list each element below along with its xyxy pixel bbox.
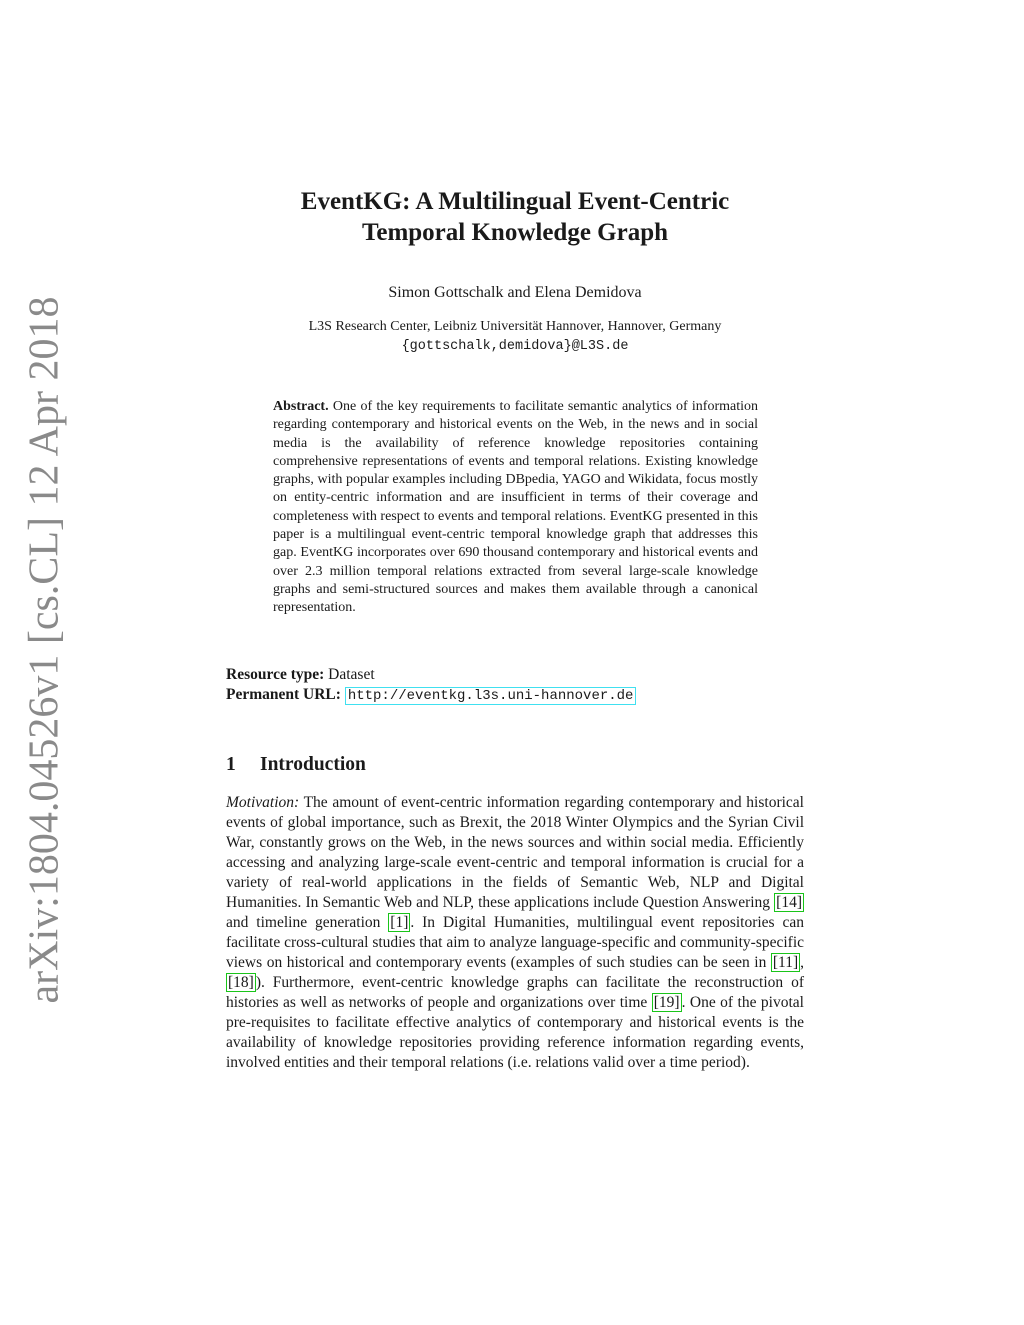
authors: Simon Gottschalk and Elena Demidova (388, 284, 642, 301)
citation-1[interactable]: [1] (390, 914, 409, 931)
paper-title (200, 186, 830, 248)
citation-18[interactable]: [18] (228, 974, 254, 991)
section-title: Introduction (260, 754, 366, 775)
permanent-url (226, 686, 636, 704)
intro-text-4: , (800, 954, 804, 971)
abstract-text: One of the key requirements to facilitate semantic analytics of information regarding contemporary and historical events on the Web, in the news and in social media is the availability of reference knowledge repositories containing comprehensive representations of events and temporal relations. Existing knowledge graphs, with popular examples including DBpedia, YAGO and Wikidata, focus mostly on entity-centric information and are insufficient in terms of their coverage and completeness with respect to events and temporal relations. EventKG presented in this paper is a multilingual event-centric temporal knowledge graph that addresses this gap. EventKG incorporates over 690 thousand contemporary and historical events and over 2.3 million temporal relations extracted from several large-scale knowledge graphs and semi-structured sources and makes them available through a canonical representation. (273, 399, 758, 616)
intro-text-2: and timeline generation (226, 914, 381, 931)
section-number: 1 (226, 754, 236, 775)
email: {gottschalk,demidova}@L3S.de (401, 339, 629, 354)
citation-19[interactable]: [19] (653, 994, 680, 1011)
intro-text-6: . One of the pivotal pre-requisites to facilitate effective analytics of contemporary and historical events is the availability of knowledge repositories providing reference information regarding events, involved entities and their temporal relations (i.e. relations valid over a time period). (226, 994, 804, 1071)
title-line-2: Temporal Knowledge Graph (361, 219, 669, 246)
intro-text-3: . In Digital Humanities, multilingual event repositories can facilitate cross-cultural studies that aim to analyze language-specific and community-specific views on historical and contemporary events (examples of such studies can be seen in (226, 914, 805, 971)
title-line-1: EventKG: A Multilingual Event-Centric (300, 188, 730, 215)
arxiv-identifier-text: arXiv:1804.04526v1 [cs.CL] 12 Apr 2018 (21, 296, 67, 1004)
affiliation: L3S Research Center, Leibniz Universität Hannover, Hannover, Germany (308, 319, 722, 334)
intro-text-1: The amount of event-centric information regarding contemporary and historical events of global importance, such as Brexit, the 2018 Winter Olympics and the Syrian Civil War, constantly grows on the Web, in the news sources and within social media. Efficiently accessing and analyzing large-scale event-centric and temporal information is crucial for a variety of real-world applications in the fields of Semantic Web, NLP and Digital Humanities. In Semantic Web and NLP, these applications include Question Answering (226, 794, 804, 911)
intro-text-5: ). Furthermore, event-centric knowledge graphs can facilitate the reconstruction of histories as well as networks of people and organizations over time (226, 974, 804, 1011)
permanent-url-link[interactable]: http://eventkg.l3s.uni-hannover.de (345, 687, 637, 705)
abstract-label: Abstract. (273, 399, 329, 414)
resource-type-value: Dataset (328, 666, 375, 683)
abstract (273, 398, 758, 618)
resource-type-label: Resource type: (226, 666, 325, 683)
section-heading (226, 754, 366, 776)
citation-14[interactable]: [14] (776, 894, 802, 911)
arxiv-identifier (16, 296, 72, 1004)
resource-type (226, 666, 375, 684)
permanent-url-label: Permanent URL: (226, 686, 341, 703)
motivation-label: Motivation: (226, 794, 300, 811)
citation-11[interactable]: [11] (772, 954, 799, 971)
intro-paragraph (226, 793, 804, 1073)
